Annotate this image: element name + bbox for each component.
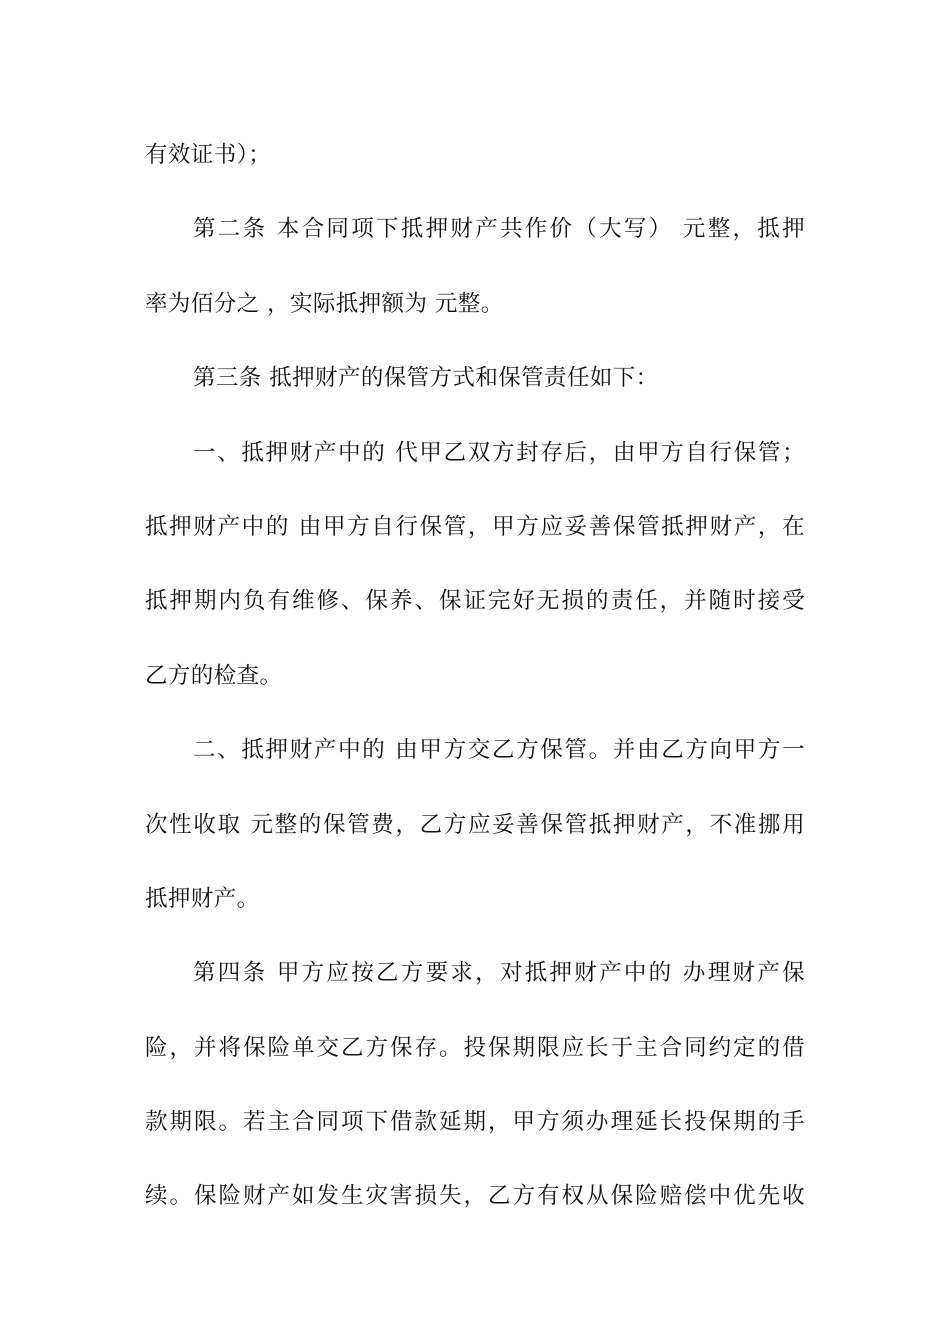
text-line: 次性收取 元整的保管费，乙方应妥善保管抵押财产，不准挪用 [145,811,805,838]
text-line: 有效证书）； [145,142,272,168]
text-line: 二、抵押财产中的 由甲方交乙方保管。并由乙方向甲方一 [193,737,805,764]
text-line: 第三条 抵押财产的保管方式和保管责任如下： [193,365,659,392]
text-line: 第四条 甲方应按乙方要求，对抵押财产中的 办理财产保 [193,960,805,987]
text-line: 抵押期内负有维修、保养、保证完好无损的责任，并随时接受 [145,588,805,615]
text-line: 第二条 本合同项下抵押财产共作价（大写） 元整，抵押 [193,216,805,243]
text-line: 险，并将保险单交乙方保存。投保期限应长于主合同约定的借 [145,1034,805,1061]
text-line: 乙方的检查。 [145,662,283,689]
text-line: 一、抵押财产中的 代甲乙双方封存后，由甲方自行保管； [193,439,805,466]
text-line: 款期限。若主合同项下借款延期，甲方须办理延长投保期的手 [145,1109,805,1136]
text-line: 抵押财产。 [145,885,260,912]
text-line: 率为佰分之 ，实际抵押额为 元整。 [145,290,504,317]
text-line: 续。保险财产如发生灾害损失，乙方有权从保险赔偿中优先收 [145,1183,805,1210]
contract-body-text [145,118,805,1234]
text-line: 抵押财产中的 由甲方自行保管，甲方应妥善保管抵押财产，在 [145,513,805,540]
